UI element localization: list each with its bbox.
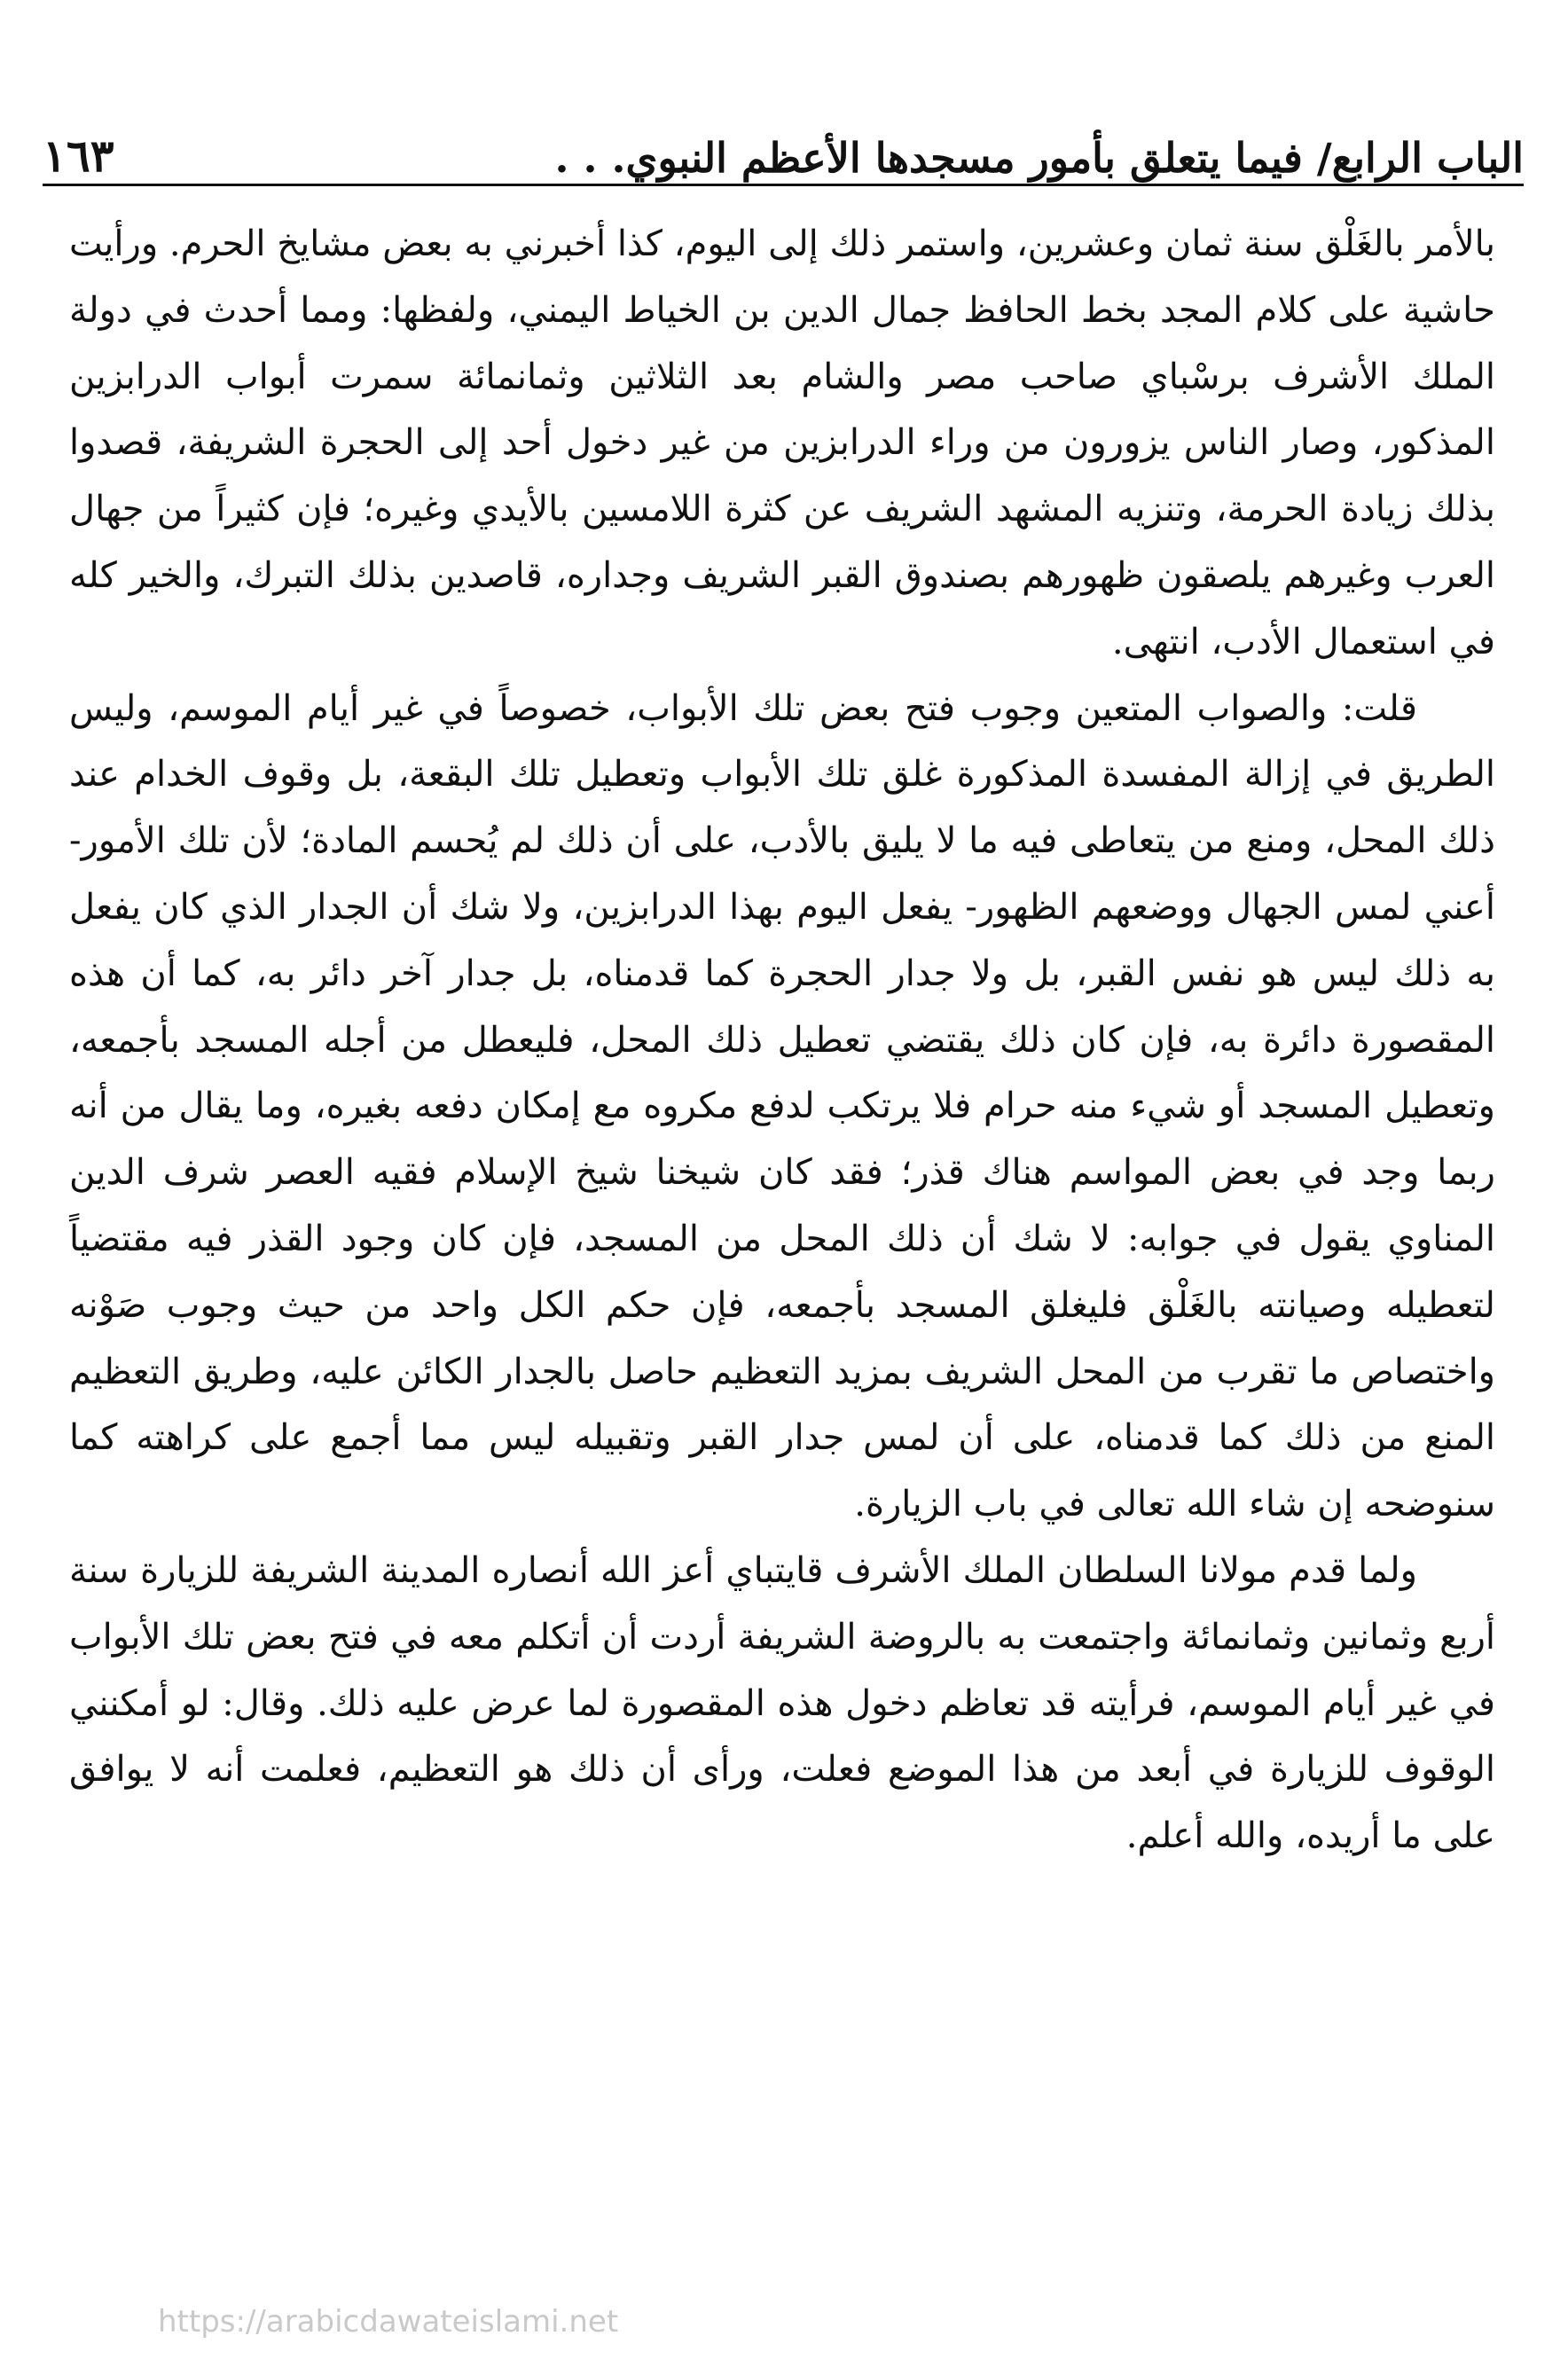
paragraph-commentary: قلت: والصواب المتعين وجوب فتح بعض تلك الأبواب، خصوصاً في غير أيام الموسم، وليس الطريق في إزالة المفسدة المذكورة غلق تلك الأبواب وتعطيل تلك البقعة، بل وقوف الخدام عند ذلك المحل، ومنع من يتعاطى فيه ما لا يليق بالأدب، على أن ذلك لم يُحسم المادة؛ لأن تلك الأمور- أعني لمس الجهال ووضعهم الظهور- يفعل اليوم بهذا الدرابزين، ولا شك أن الجدار الذي كان يفعل به ذلك ليس هو نفس القبر، بل ولا جدار الحجرة كما قدمناه، بل جدار آخر دائر به، كما أن هذه المقصورة دائرة به، فإن كان ذلك يقتضي تعطيل ذلك المحل، فليعطل من أجله المسجد بأجمعه، وتعطيل المسجد أو شيء منه حرام فلا يرتكب لدفع مكروه مع إمكان دفعه بغيره، وما يقال من أنه ربما وجد في بعض المواسم هناك قذر؛ فقد كان شيخنا شيخ الإسلام فقيه العصر شرف الدين المناوي يقول في جوابه: لا شك أن ذلك المحل من المسجد، فإن كان وجود القذر فيه مقتضياً لتعطيله وصيانته بالغَلْق فليغلق المسجد بأجمعه، فإن حكم الكل واحد من حيث وجوب صَوْنه واختصاص ما تقرب من المحل الشريف بمزيد التعظيم حاصل بالجدار الكائن عليه، وطريق التعظيم المنع من ذلك كما قدمناه، على أن لمس جدار القبر وتقبيله ليس مما أجمع على كراهته كما سنوضحه إن شاء الله تعالى في باب الزيارة.	[69, 687, 1496, 1525]
paragraph-continuation: بالأمر بالغَلْق سنة ثمان وعشرين، واستمر ذلك إلى اليوم، كذا أخبرني به بعض مشايخ الحرم. ورأيت حاشية على كلام المجد بخط الحافظ جمال الدين بن الخياط اليمني، ولفظها: ومما أحدث في دولة الملك الأشرف برسْباي صاحب مصر والشام بعد الثلاثين وثمانمائة سمرت أبواب الدرابزين المذكور، وصار الناس يزورون من وراء الدرابزين من غير دخول أحد إلى الحجرة الشريفة، قصدوا بذلك زيادة الحرمة، وتنزيه المشهد الشريف عن كثرة اللامسين بالأيدي وغيره؛ فإن كثيراً من جهال العرب وغيرهم يلصقون ظهورهم بصندوق القبر الشريف وجداره، قاصدين بذلك التبرك، والخير كله في استعمال الأدب، انتهى.	[68, 223, 1495, 662]
running-header	[43, 114, 1524, 186]
paragraph-sultan-visit: ولما قدم مولانا السلطان الملك الأشرف قايتباي أعز الله أنصاره المدينة الشريفة للزيارة سنة أربع وثمانين وثمانمائة واجتمعت به بالروضة الشريفة أردت أن أتكلم معه في فتح بعض تلك الأبواب في غير أيام الموسم، فرأيته قد تعاظم دخول هذه المقصورة لما عرض عليه ذلك. وقال: لو أمكنني الوقوف للزيارة في أبعد من هذا الموضع فعلت، ورأى أن ذلك هو التعظيم، فعلمت أنه لا يوافق على ما أريده، والله أعلم.	[69, 1549, 1496, 1857]
chapter-title: الباب الرابع/ فيما يتعلق بأمور مسجدها الأعظم النبوي. . .	[554, 134, 1524, 182]
page-number: ١٦٣	[43, 129, 114, 182]
page-body	[69, 211, 1495, 1869]
source-watermark: https://arabicdawateislami.net	[158, 2304, 619, 2340]
